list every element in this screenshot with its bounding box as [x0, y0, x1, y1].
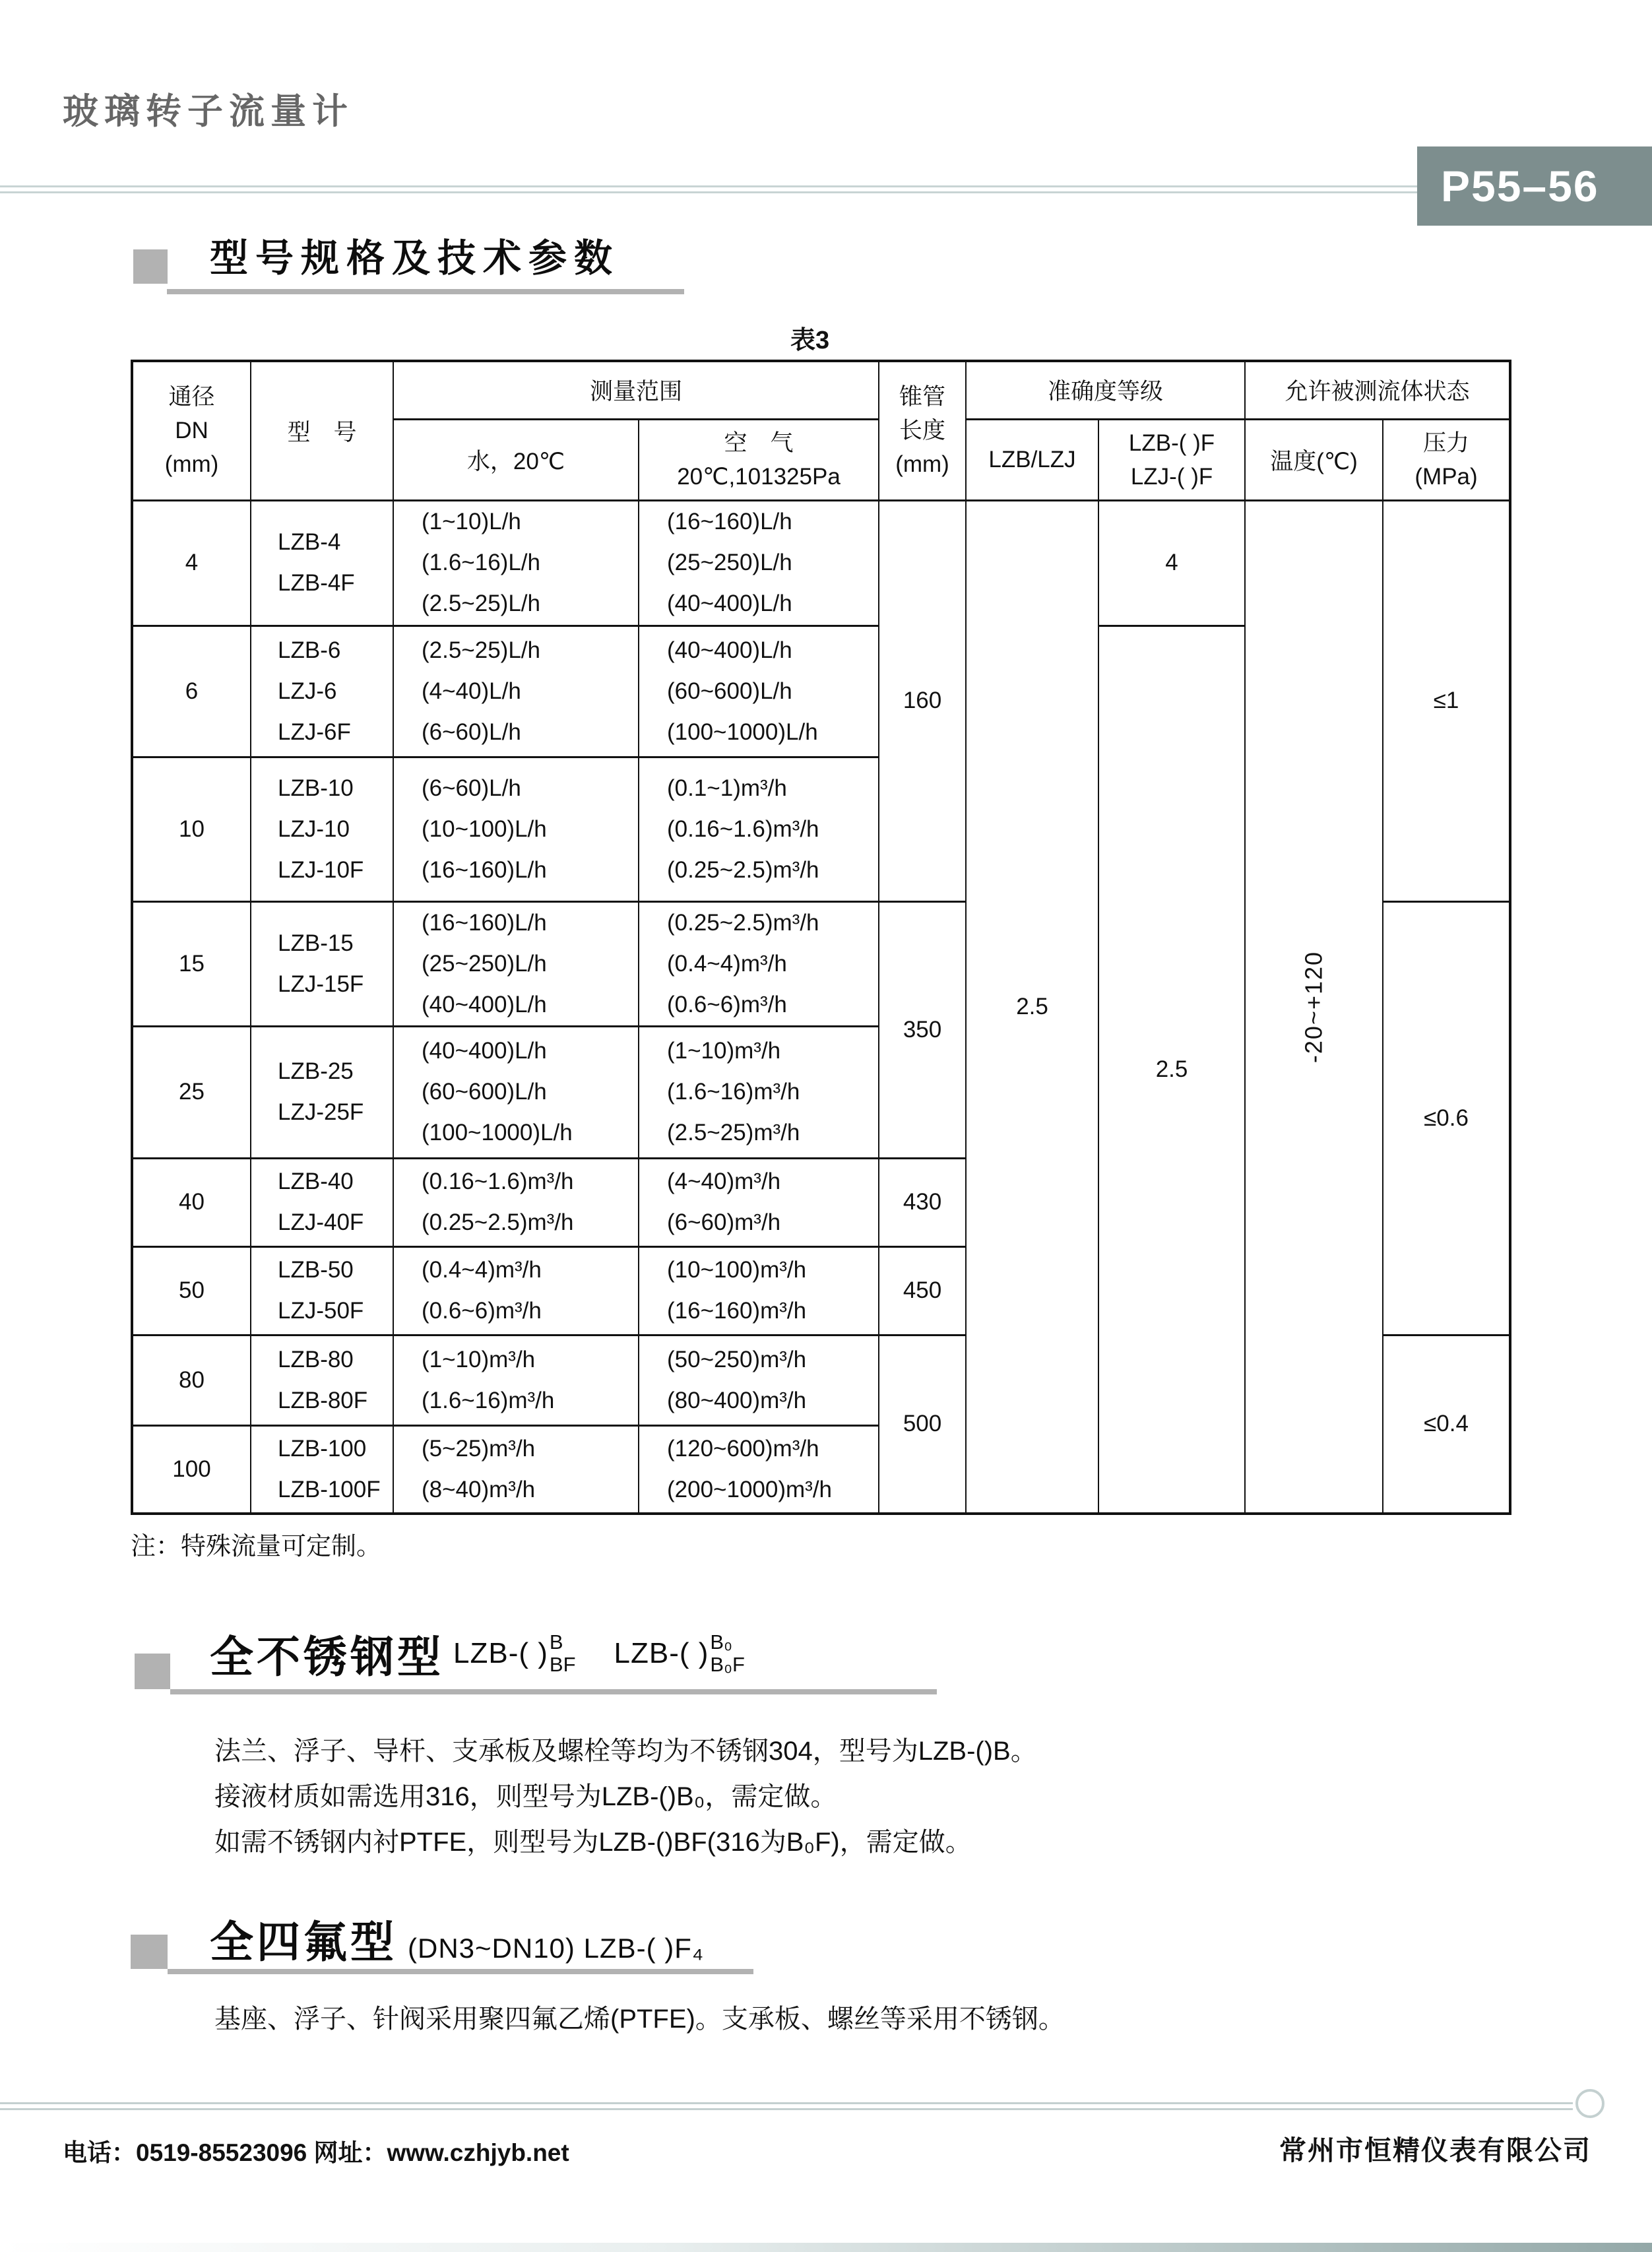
model-cell: LZB-50 LZJ-50F [251, 1246, 393, 1335]
header-acc-lzb-lzj: LZB/LZJ [966, 419, 1098, 500]
header-cone-length: 锥管 长度 (mm) [879, 361, 966, 500]
dn-cell: 40 [132, 1158, 251, 1246]
header-accuracy-group: 准确度等级 [966, 361, 1245, 419]
water-range-cell: (6~60)L/h (10~100)L/h (16~160)L/h [393, 757, 639, 901]
water-range-cell: (2.5~25)L/h (4~40)L/h (6~60)L/h [393, 626, 639, 757]
model-cell: LZB-4 LZB-4F [251, 500, 393, 626]
header-dn: 通径 DN (mm) [132, 361, 251, 500]
page-title: 玻璃转子流量计 [63, 92, 354, 131]
section-bullet-square [131, 1935, 168, 1969]
ptfe-model-suffix: (DN3~DN10) LZB-( )F₄ [408, 1933, 705, 1964]
section-underline [170, 1689, 937, 1694]
section-underline [168, 1969, 753, 1974]
air-range-cell: (50~250)m³/h (80~400)m³/h [639, 1335, 879, 1425]
stainless-paragraph: 法兰、浮子、导杆、支承板及螺栓等均为不锈钢304，型号为LZB-()B。 接液材质如需选用316，则型号为LZB-()B₀，需定做。 如需不锈钢内衬PTFE，则型号为LZB-()BF(316为B₀F)，需定做。 [214, 1737, 1037, 1857]
header-water: 水，20℃ [393, 419, 639, 500]
cone-length-cell: 500 [879, 1335, 966, 1514]
section-ptfe-heading: 全四氟型 [210, 1917, 397, 1966]
spec-table [131, 360, 1511, 1515]
dn-cell: 50 [132, 1246, 251, 1335]
dn-cell: 6 [132, 626, 251, 757]
water-range-cell: (0.4~4)m³/h (0.6~6)m³/h [393, 1246, 639, 1335]
model-cell: LZB-10 LZJ-10 LZJ-10F [251, 757, 393, 901]
water-range-cell: (16~160)L/h (25~250)L/h (40~400)L/h [393, 901, 639, 1026]
air-range-cell: (0.1~1)m³/h (0.16~1.6)m³/h (0.25~2.5)m³/h [639, 757, 879, 901]
air-range-cell: (1~10)m³/h (1.6~16)m³/h (2.5~25)m³/h [639, 1026, 879, 1158]
accuracy-lzb-cell: 2.5 [966, 500, 1098, 1514]
dn-cell: 80 [132, 1335, 251, 1425]
cone-length-cell: 350 [879, 901, 966, 1158]
cone-length-cell: 430 [879, 1158, 966, 1246]
cone-length-cell: 160 [879, 500, 966, 901]
section-bullet-square [135, 1654, 170, 1689]
header-rule-top [0, 185, 1418, 187]
water-range-cell: (1~10)L/h (1.6~16)L/h (2.5~25)L/h [393, 500, 639, 626]
table-row [132, 500, 1510, 626]
water-range-cell: (5~25)m³/h (8~40)m³/h [393, 1425, 639, 1514]
table-label: 表3 [790, 327, 830, 354]
footer-company: 常州市恒精仪表有限公司 [1279, 2135, 1591, 2166]
header-pressure: 压力 (MPa) [1383, 419, 1510, 500]
header-temperature: 温度(℃) [1245, 419, 1383, 500]
dn-cell: 100 [132, 1425, 251, 1514]
air-range-cell: (40~400)L/h (60~600)L/h (100~1000)L/h [639, 626, 879, 757]
section-specs-heading: 型号规格及技术参数 [210, 237, 620, 280]
air-range-cell: (120~600)m³/h (200~1000)m³/h [639, 1425, 879, 1514]
air-range-cell: (4~40)m³/h (6~60)m³/h [639, 1158, 879, 1246]
water-range-cell: (1~10)m³/h (1.6~16)m³/h [393, 1335, 639, 1425]
stainless-model-1: LZB-( ) B BF [453, 1630, 576, 1676]
accuracy-f-cell: 4 [1098, 500, 1245, 626]
section-ptfe-heading-row [210, 1907, 704, 1970]
accuracy-f-cell: 2.5 [1098, 626, 1245, 1514]
header-fluid-group: 允许被测流体状态 [1245, 361, 1510, 419]
section-stainless-heading: 全不锈钢型 [210, 1632, 444, 1681]
page-number-badge: P55–56 [1417, 146, 1652, 226]
section-stainless-heading-row [210, 1622, 745, 1685]
air-range-cell: (0.25~2.5)m³/h (0.4~4)m³/h (0.6~6)m³/h [639, 901, 879, 1026]
model-cell: LZB-15 LZJ-15F [251, 901, 393, 1026]
footer-rule-bottom [0, 2108, 1573, 2110]
bottom-gradient-strip [0, 2243, 1652, 2252]
model-cell: LZB-25 LZJ-25F [251, 1026, 393, 1158]
header-air: 空 气 20℃,101325Pa [639, 419, 879, 500]
section-underline [167, 289, 684, 294]
model-cell: LZB-100 LZB-100F [251, 1425, 393, 1514]
temperature-cell: -20~+120 [1245, 500, 1383, 1514]
water-range-cell: (0.16~1.6)m³/h (0.25~2.5)m³/h [393, 1158, 639, 1246]
dn-cell: 15 [132, 901, 251, 1026]
section-bullet-square [133, 249, 168, 284]
footer-contact: 电话：0519-85523096 网址：www.czhjyb.net [63, 2139, 569, 2166]
header-acc-f: LZB-( )F LZJ-( )F [1098, 419, 1245, 500]
dn-cell: 4 [132, 500, 251, 626]
model-cell: LZB-6 LZJ-6 LZJ-6F [251, 626, 393, 757]
air-range-cell: (16~160)L/h (25~250)L/h (40~400)L/h [639, 500, 879, 626]
table-note: 注：特殊流量可定制。 [131, 1533, 382, 1560]
pressure-cell: ≤1 [1383, 500, 1510, 901]
water-range-cell: (40~400)L/h (60~600)L/h (100~1000)L/h [393, 1026, 639, 1158]
footer-rule-top [0, 2102, 1573, 2104]
pressure-cell: ≤0.4 [1383, 1335, 1510, 1514]
dn-cell: 10 [132, 757, 251, 901]
footer-ring-ornament [1575, 2089, 1604, 2118]
pressure-cell: ≤0.6 [1383, 901, 1510, 1335]
ptfe-paragraph: 基座、浮子、针阀采用聚四氟乙烯(PTFE)。支承板、螺丝等采用不锈钢。 [214, 2005, 1065, 2034]
model-cell: LZB-40 LZJ-40F [251, 1158, 393, 1246]
air-range-cell: (10~100)m³/h (16~160)m³/h [639, 1246, 879, 1335]
model-cell: LZB-80 LZB-80F [251, 1335, 393, 1425]
header-rule-bottom [0, 191, 1418, 193]
header-model: 型 号 [251, 361, 393, 500]
dn-cell: 25 [132, 1026, 251, 1158]
cone-length-cell: 450 [879, 1246, 966, 1335]
header-range-group: 测量范围 [393, 361, 879, 419]
stainless-model-2: LZB-( ) B₀ B₀F [614, 1630, 745, 1676]
